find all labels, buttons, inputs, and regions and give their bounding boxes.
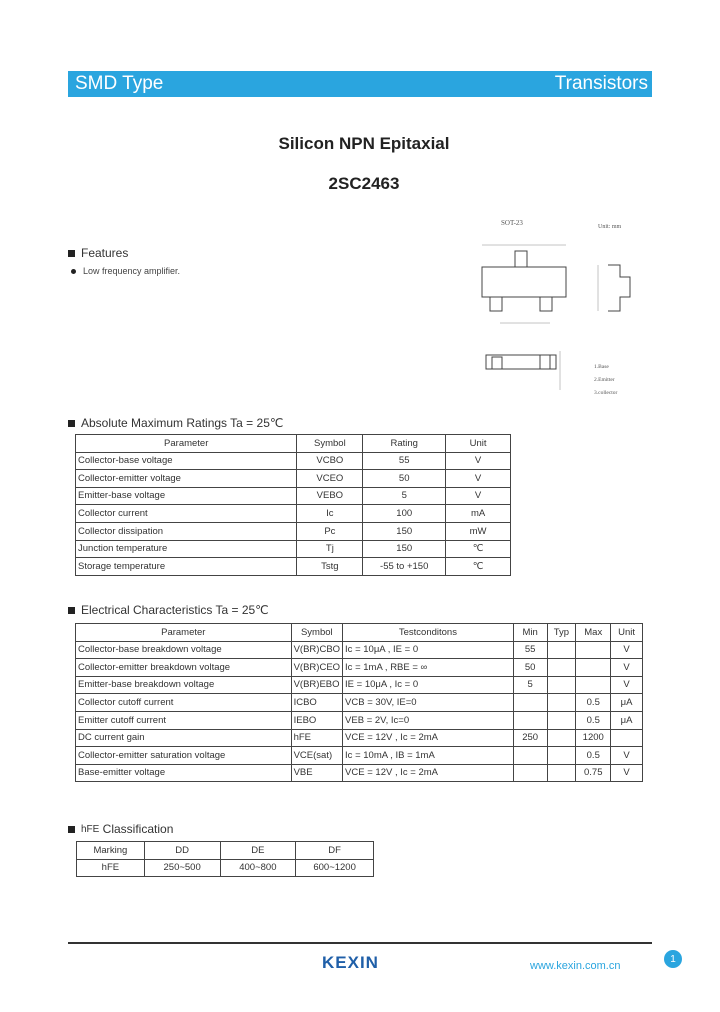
square-bullet-icon [68,826,75,833]
table-cell: ℃ [446,540,511,558]
table-cell [547,659,576,677]
table-cell [547,729,576,747]
column-header: Typ [547,624,576,642]
table-cell: VEBO [297,487,363,505]
column-header: Parameter [76,435,297,453]
table-cell [513,694,547,712]
header-banner [68,71,652,97]
table-row [76,522,511,540]
part-number: 2SC2463 [328,174,400,193]
table-cell: Marking [77,842,145,860]
table-cell [547,747,576,765]
square-bullet-icon [68,607,75,614]
table-cell: V [446,470,511,488]
table-cell: Collector-emitter voltage [76,470,297,488]
pin-3-label: 3.collector [594,390,618,396]
table-cell: 150 [363,522,446,540]
pin-2-label: 2.Emitter [594,377,615,383]
column-header: Min [513,624,547,642]
table-cell [547,711,576,729]
table-cell: Emitter cutoff current [76,711,292,729]
table-cell: Emitter-base breakdown voltage [76,676,292,694]
table-cell: 400~800 [220,859,296,877]
table-cell: 55 [513,641,547,659]
footer-url[interactable]: www.kexin.com.cn [530,960,621,972]
feature-item-text: Low frequency amplifier. [83,266,181,276]
page-title: Silicon NPN Epitaxial [278,134,450,153]
table-cell: IE = 10μA , Ic = 0 [343,676,514,694]
table-cell: ℃ [446,558,511,576]
table-row [76,558,511,576]
pin-1-label: 1.Base [594,364,609,370]
table-cell [576,659,611,677]
table-cell: 5 [363,487,446,505]
table-cell [576,676,611,694]
table-cell: 0.5 [576,694,611,712]
header-left-title: SMD Type [75,73,164,94]
table-cell: Storage temperature [76,558,297,576]
table-row [77,859,374,877]
table-cell: Collector cutoff current [76,694,292,712]
table-cell: V [611,764,643,782]
hfe-heading-label: Classification [99,822,174,836]
table-cell: VCBO [297,452,363,470]
table-cell: VCEO [297,470,363,488]
table-row [76,487,511,505]
abs-max-heading-label: Absolute Maximum Ratings Ta = 25℃ [81,416,284,430]
table-cell: VCE = 12V , Ic = 2mA [343,764,514,782]
feature-item [71,266,180,276]
table-cell: mW [446,522,511,540]
column-header: Max [576,624,611,642]
elec-table [75,623,643,782]
table-cell: Tj [297,540,363,558]
column-header: Symbol [291,624,342,642]
table-row [76,747,643,765]
table-cell: V [611,747,643,765]
table-row [76,711,643,729]
table-cell: Ic [297,505,363,523]
table-cell: Junction temperature [76,540,297,558]
table-cell [576,641,611,659]
table-cell: μA [611,711,643,729]
table-cell: VBE [291,764,342,782]
abs-max-table [75,434,511,576]
dot-bullet-icon [71,269,76,274]
package-name: SOT-23 [501,219,523,227]
column-header: Parameter [76,624,292,642]
table-cell: 0.75 [576,764,611,782]
table-cell: VCB = 30V, IE=0 [343,694,514,712]
table-cell: Collector dissipation [76,522,297,540]
table-cell: Collector-base breakdown voltage [76,641,292,659]
table-row [76,676,643,694]
table-cell [611,729,643,747]
hfe-table [76,841,374,877]
table-cell: Collector-base voltage [76,452,297,470]
table-cell [547,764,576,782]
table-row [76,470,511,488]
table-cell: V(BR)CBO [291,641,342,659]
table-cell: V(BR)CEO [291,659,342,677]
square-bullet-icon [68,420,75,427]
hfe-heading-prefix: hFE [81,823,100,835]
features-heading [68,246,128,260]
column-header: Unit [611,624,643,642]
table-cell: V [446,487,511,505]
table-cell [513,711,547,729]
table-cell: Ic = 10mA , IB = 1mA [343,747,514,765]
table-cell: DC current gain [76,729,292,747]
table-cell [547,676,576,694]
table-cell: mA [446,505,511,523]
table-row [76,452,511,470]
table-cell: Ic = 10μA , IE = 0 [343,641,514,659]
table-cell: V [446,452,511,470]
table-row [76,764,643,782]
table-cell: VCE = 12V , Ic = 2mA [343,729,514,747]
table-cell: IEBO [291,711,342,729]
table-cell: V [611,659,643,677]
table-row [76,659,643,677]
table-cell: 5 [513,676,547,694]
table-cell: hFE [291,729,342,747]
table-cell: 100 [363,505,446,523]
table-cell [547,641,576,659]
table-cell: Base-emitter voltage [76,764,292,782]
package-unit: Unit: mm [598,224,622,230]
table-cell: VEB = 2V, Ic=0 [343,711,514,729]
table-row [76,641,643,659]
table-cell: 600~1200 [296,859,374,877]
table-row [76,540,511,558]
table-cell: Pc [297,522,363,540]
table-cell: V(BR)EBO [291,676,342,694]
table-cell: 50 [363,470,446,488]
column-header: Unit [446,435,511,453]
kexin-logo: KEXIN [322,953,379,972]
table-cell [547,694,576,712]
table-cell: 150 [363,540,446,558]
page-number-badge: 1 [664,950,682,968]
table-cell: 0.5 [576,747,611,765]
table-header-row [76,435,511,453]
table-cell: DE [220,842,296,860]
column-header: Symbol [297,435,363,453]
column-header: Testconditons [343,624,514,642]
table-cell: Collector current [76,505,297,523]
table-cell: V [611,676,643,694]
table-cell: Emitter-base voltage [76,487,297,505]
table-cell: 250 [513,729,547,747]
footer-divider [68,942,652,944]
table-cell: μA [611,694,643,712]
table-cell: VCE(sat) [291,747,342,765]
column-header: Rating [363,435,446,453]
features-heading-label: Features [81,246,129,260]
square-bullet-icon [68,250,75,257]
table-cell: 50 [513,659,547,677]
table-row [76,694,643,712]
table-cell [513,747,547,765]
table-cell: ICBO [291,694,342,712]
table-cell: hFE [77,859,145,877]
table-cell: 250~500 [144,859,220,877]
table-cell: -55 to +150 [363,558,446,576]
abs-max-heading [68,416,283,430]
table-cell: 1200 [576,729,611,747]
table-header-row [77,842,374,860]
elec-heading-label: Electrical Characteristics Ta = 25℃ [81,603,269,617]
elec-heading [68,603,269,617]
table-row [76,729,643,747]
table-cell: DD [144,842,220,860]
table-cell [513,764,547,782]
table-cell: Tstg [297,558,363,576]
hfe-heading [68,822,173,836]
header-right-title: Transistors [554,73,648,94]
table-cell: Ic = 1mA , RBE = ∞ [343,659,514,677]
table-header-row [76,624,643,642]
table-cell: DF [296,842,374,860]
table-cell: 0.5 [576,711,611,729]
table-cell: V [611,641,643,659]
package-outline-diagram [470,215,640,400]
table-cell: Collector-emitter breakdown voltage [76,659,292,677]
table-cell: Collector-emitter saturation voltage [76,747,292,765]
table-row [76,505,511,523]
table-cell: 55 [363,452,446,470]
